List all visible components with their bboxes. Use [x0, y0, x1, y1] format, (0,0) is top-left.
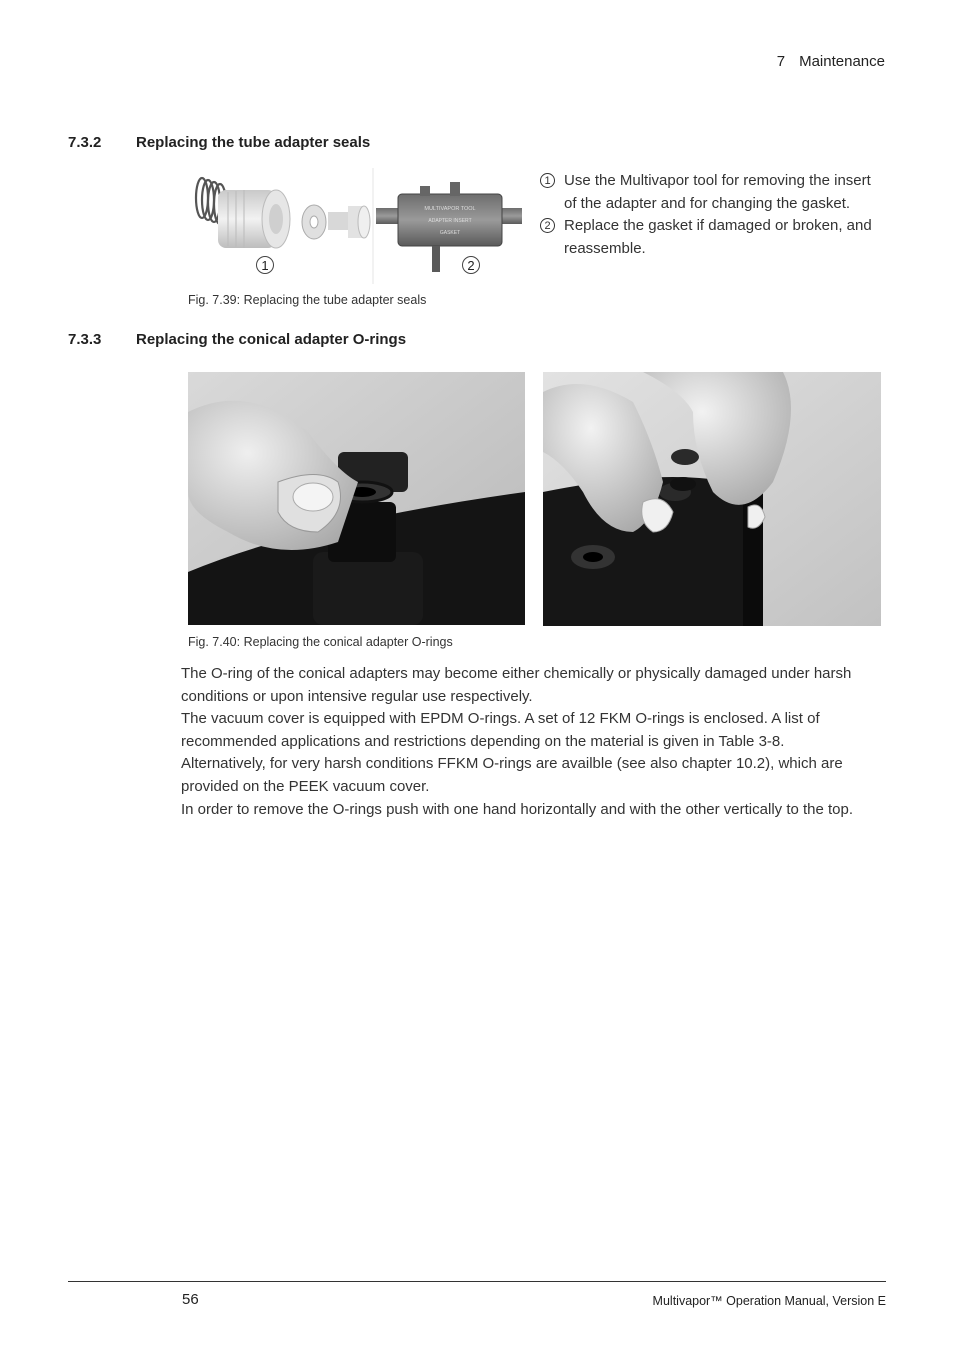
figure-caption-7-39: Fig. 7.39: Replacing the tube adapter seals [188, 293, 427, 307]
running-header [777, 53, 885, 70]
callout-2: 2 [462, 256, 480, 274]
gasket [302, 205, 326, 239]
section-number: 7.3.3 [68, 331, 102, 348]
body-text [181, 663, 887, 821]
instruction-text: Use the Multivapor tool for removing the insert of the adapter and for changing the gasket. [564, 172, 871, 212]
figure-tube-adapter-parts [188, 168, 524, 284]
tool-engraving-2: ADAPTER INSERT [428, 218, 472, 224]
chapter-title: Maintenance [799, 53, 885, 70]
paragraph: Alternatively, for very harsh conditions FFKM O-rings are availble (see also chapter 10.2), which are provided on the PEEK vacuum cover. [181, 755, 843, 795]
tool-engraving-3: GASKET [439, 230, 461, 236]
section-heading-tube-adapter [68, 134, 668, 154]
o-ring-removal-photo-left [188, 372, 525, 625]
section-title: Replacing the tube adapter seals [136, 134, 371, 151]
callout-1: 1 [256, 256, 274, 274]
chapter-number: 7 [776, 53, 786, 70]
paragraph: In order to remove the O-rings push with one hand horizontally and with the other vertically to the top. [181, 800, 854, 818]
paragraph: The vacuum cover is equipped with EPDM O-rings. A set of 12 FKM O-rings is enclosed. A list of recommended applications and restrictions depending on the material is given in Table 3-8. [181, 710, 820, 750]
adapter-body [218, 190, 290, 248]
step-marker: 1 [540, 173, 555, 188]
step-marker: 2 [540, 218, 555, 233]
instruction-list [540, 170, 886, 260]
section-title: Replacing the conical adapter O-rings [136, 331, 407, 348]
footer-divider [68, 1281, 886, 1282]
instruction-item [540, 170, 886, 215]
section-heading-conical-adapter [68, 331, 668, 351]
paragraph: The O-ring of the conical adapters may become either chemically or physically damaged under harsh conditions or upon intensive regular use respectively. [181, 665, 852, 705]
page-number: 56 [182, 1291, 199, 1308]
section-number: 7.3.2 [68, 134, 102, 151]
tool-engraving-1: MULTIVAPOR TOOL [424, 206, 476, 212]
photo-removing-o-ring-1 [188, 372, 525, 625]
instruction-item [540, 215, 886, 260]
document-title: Multivapor™ Operation Manual, Version E [652, 1294, 886, 1308]
instruction-text: Replace the gasket if damaged or broken, and reassemble. [564, 217, 872, 257]
photo-removing-o-ring-2 [543, 372, 881, 626]
figure-caption-7-40: Fig. 7.40: Replacing the conical adapter O-rings [188, 635, 453, 649]
o-ring-removal-photo-right [543, 372, 881, 626]
